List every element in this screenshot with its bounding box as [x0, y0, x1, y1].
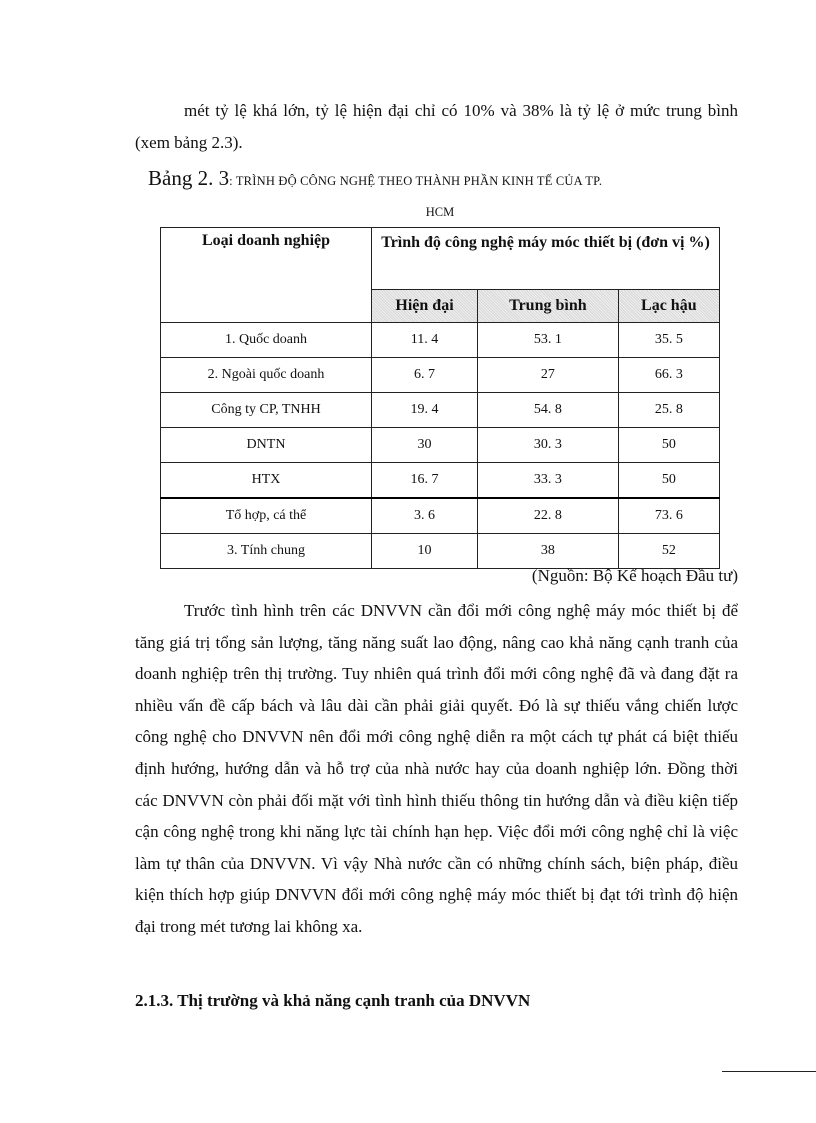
- cell-modern: 11. 4: [372, 323, 478, 358]
- cell-type: 1. Quốc doanh: [161, 323, 372, 358]
- table-caption-title-line2: HCM: [425, 205, 455, 219]
- cell-modern: 6. 7: [372, 358, 478, 393]
- cell-type: 2. Ngoài quốc doanh: [161, 358, 372, 393]
- cell-outdated: 52: [618, 534, 719, 569]
- cell-type: 3. Tính chung: [161, 534, 372, 569]
- table-row: [161, 393, 720, 428]
- table-row: [161, 534, 720, 569]
- cell-type: Tổ hợp, cá thể: [161, 498, 372, 534]
- table-row: [161, 428, 720, 463]
- cell-average: 38: [478, 534, 619, 569]
- cell-type: Công ty CP, TNHH: [161, 393, 372, 428]
- column-header-technology-level: Trình độ công nghệ máy móc thiết bị (đơn vị %): [372, 228, 720, 290]
- table-row: [161, 323, 720, 358]
- cell-type: DNTN: [161, 428, 372, 463]
- column-header-modern: Hiện đại: [372, 290, 478, 323]
- cell-modern: 10: [372, 534, 478, 569]
- body-paragraph: Trước tình hình trên các DNVVN cần đổi mới công nghệ máy móc thiết bị để tăng giá trị tổng sản lượng, tăng năng suất lao động, nâng cao khả năng cạnh tranh của doanh nghiệp trên thị trường. Tuy nhiên quá trình đổi mới công nghệ đã và đang đặt ra nhiều vấn đề cấp bách và lâu dài cần phải giải quyết. Đó là sự thiếu vắng chiến lược công nghệ cho DNVVN nên đổi mới công nghệ diễn ra một cách tự phát cá biệt thiếu định hướng, hướng dẫn và hỗ trợ của nhà nước hay của doanh nghiệp lớn. Đồng thời các DNVVN còn phải đối mặt với tình hình thiếu thông tin hướng dẫn và điều kiện tiếp cận công nghệ trong khi năng lực tài chính hạn hẹp. Việc đổi mới công nghệ chỉ là việc làm tự thân của DNVVN. Vì vậy Nhà nước cần có những chính sách, biện pháp, điều kiện thích hợp giúp DNVVN đổi mới công nghệ máy móc thiết bị đạt tới trình độ hiện đại trong mét tương lai không xa.: [135, 601, 738, 936]
- table-caption-label: Bảng 2. 3: [148, 166, 230, 190]
- cell-outdated: 25. 8: [618, 393, 719, 428]
- cell-average: 30. 3: [478, 428, 619, 463]
- cell-outdated: 73. 6: [618, 498, 719, 534]
- column-header-average: Trung bình: [478, 290, 619, 323]
- cell-modern: 19. 4: [372, 393, 478, 428]
- cell-outdated: 66. 3: [618, 358, 719, 393]
- table-caption: [148, 166, 748, 191]
- table-source-note: (Nguồn: Bộ Kế hoạch Đầu tư): [531, 566, 738, 585]
- intro-paragraph: mét tỷ lệ khá lớn, tỷ lệ hiện đại chỉ có 10% và 38% là tỷ lệ ở mức trung bình (xem bảng 2.3).: [135, 101, 738, 152]
- column-header-enterprise-type: Loại doanh nghiệp: [161, 228, 372, 323]
- cell-average: 27: [478, 358, 619, 393]
- table-row: [161, 463, 720, 499]
- column-header-outdated: Lạc hậu: [618, 290, 719, 323]
- cell-outdated: 35. 5: [618, 323, 719, 358]
- cell-outdated: 50: [618, 428, 719, 463]
- cell-average: 33. 3: [478, 463, 619, 499]
- footnote-divider: [722, 1071, 816, 1072]
- cell-average: 53. 1: [478, 323, 619, 358]
- technology-level-table: [160, 227, 720, 569]
- table-row: [161, 498, 720, 534]
- cell-outdated: 50: [618, 463, 719, 499]
- cell-type: HTX: [161, 463, 372, 499]
- cell-average: 22. 8: [478, 498, 619, 534]
- table-caption-title: : TRÌNH ĐỘ CÔNG NGHỆ THEO THÀNH PHẦN KINH TẾ CỦA TP.: [229, 174, 603, 188]
- cell-modern: 16. 7: [372, 463, 478, 499]
- cell-average: 54. 8: [478, 393, 619, 428]
- section-heading: 2.1.3. Thị trường và khả năng cạnh tranh của DNVVN: [135, 991, 531, 1010]
- cell-modern: 3. 6: [372, 498, 478, 534]
- table-row: [161, 358, 720, 393]
- cell-modern: 30: [372, 428, 478, 463]
